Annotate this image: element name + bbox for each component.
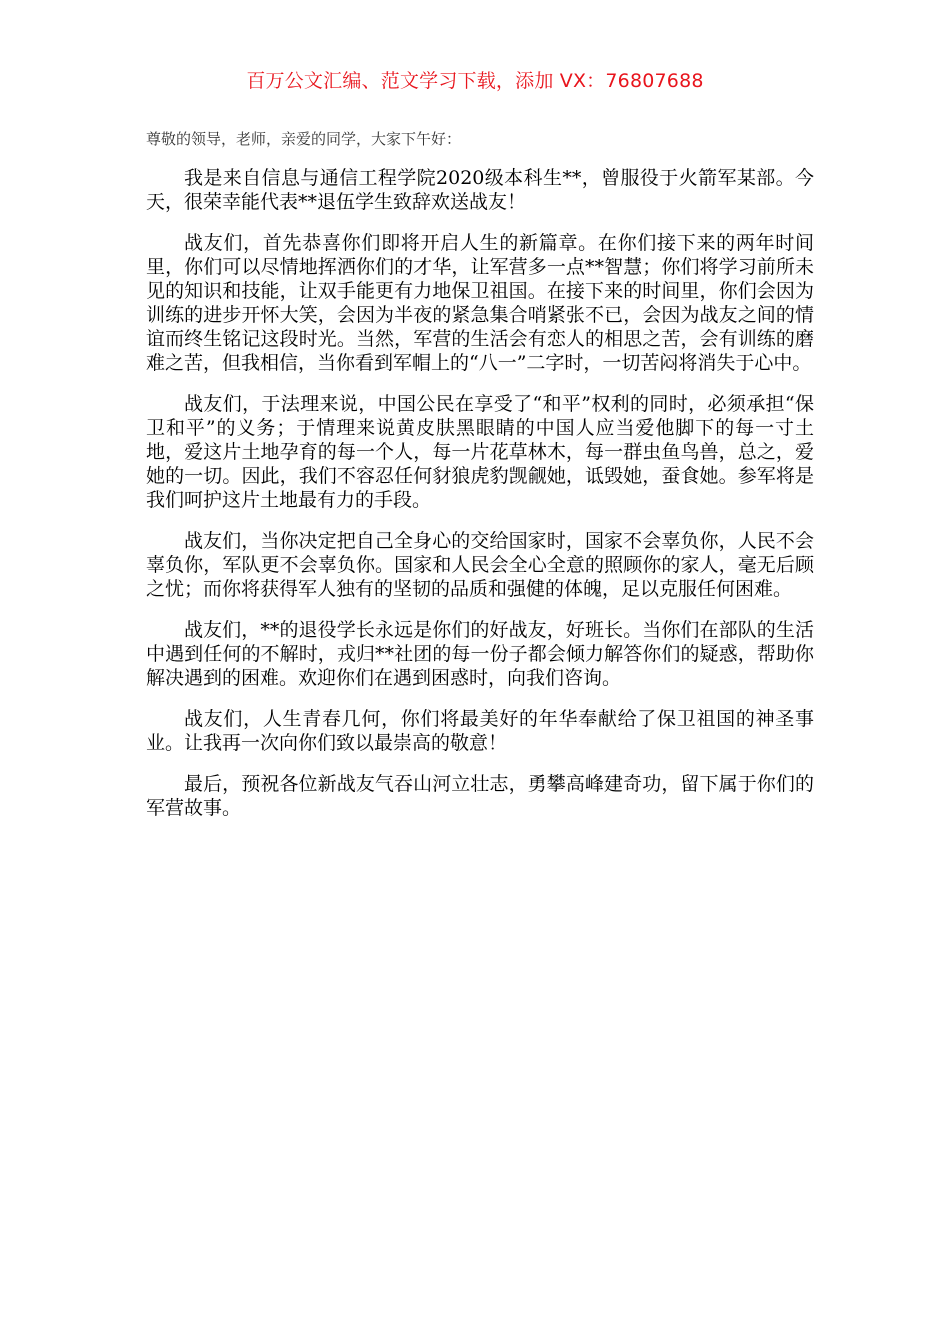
paragraph-closing: 最后，预祝各位新战友气吞山河立壮志，勇攀高峰建奇功，留下属于你们的军营故事。 [146,773,814,819]
paragraph-duty: 战友们，于法理来说，中国公民在享受了“和平”权利的同时，必须承担“保卫和平”的义务；于情理来说黄皮肤黑眼睛的中国人应当爱他脚下的每一寸土地，爱这片土地孕育的每一个人，每一片花草林木，每一群虫鱼鸟兽，总之，爱她的一切。因此，我们不容忍任何豺狼虎豹觊觎她，诋毁她，蚕食她。参军将是我们呵护这片土地最有力的手段。 [146,393,814,511]
paragraph-country: 战友们，当你决定把自己全身心的交给国家时，国家不会辜负你，人民不会辜负你，军队更不会辜负你。国家和人民会全心全意的照顾你的家人，毫无后顾之忧；而你将获得军人独有的坚韧的品质和强健的体魄，足以克服任何困难。 [146,530,814,600]
paragraph-intro: 我是来自信息与通信工程学院2020级本科生**，曾服役于火箭军某部。今天，很荣幸能代表**退伍学生致辞欢送战友！ [146,167,814,213]
promo-banner: 百万公文汇编、范文学习下载，添加 VX：76807688 [246,70,704,92]
paragraph-congratulations: 战友们，首先恭喜你们即将开启人生的新篇章。在你们接下来的两年时间里，你们可以尽情地挥洒你们的才华，让军营多一点**智慧；你们将学习前所未见的知识和技能，让双手能更有力地保卫祖国。在接下来的时间里，你们会因为训练的进步开怀大笑，会因为半夜的紧急集合哨紧张不已，会因为战友之间的情谊而终生铭记这段时光。当然，军营的生活会有恋人的相思之苦，会有训练的磨难之苦，但我相信，当你看到军帽上的“八一”二字时，一切苦闷将消失于心中。 [146,232,814,374]
paragraph-veterans: 战友们，**的退役学长永远是你们的好战友，好班长。当你们在部队的生活中遇到任何的不解时，戎归**社团的每一份子都会倾力解答你们的疑惑，帮助你解决遇到的困难。欢迎你们在遇到困惑时，向我们咨询。 [146,619,814,689]
greeting-line: 尊敬的领导，老师，亲爱的同学，大家下午好： [146,130,462,148]
document-body [146,128,814,837]
paragraph-salute: 战友们，人生青春几何，你们将最美好的年华奉献给了保卫祖国的神圣事业。让我再一次向你们致以最崇高的敬意！ [146,708,814,754]
